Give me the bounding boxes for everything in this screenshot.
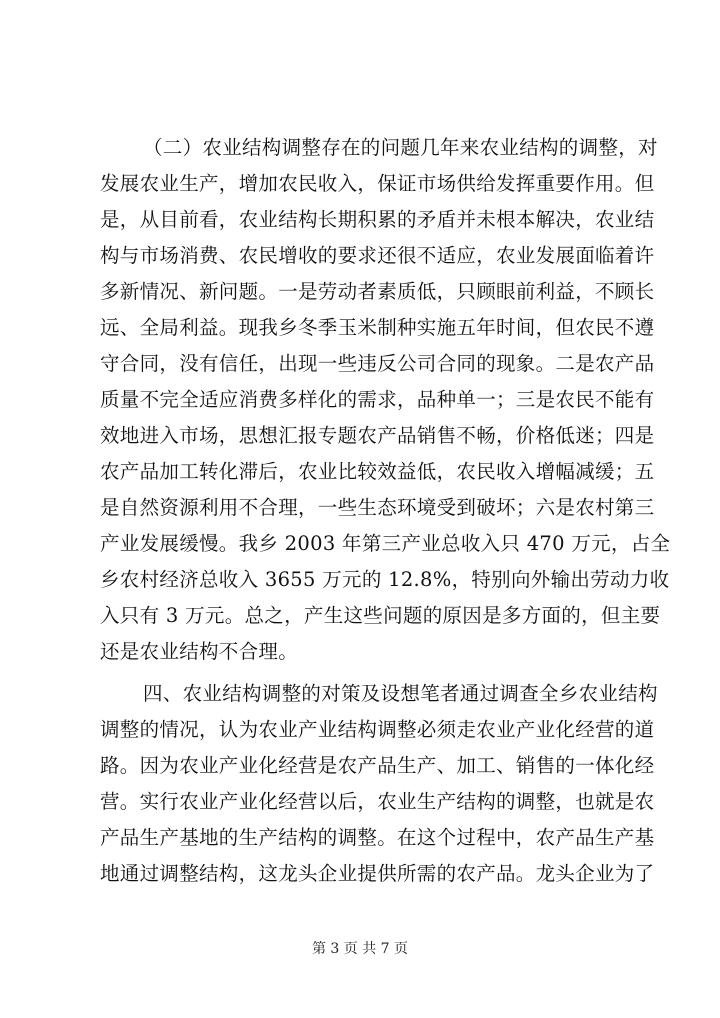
text-line: 质量不完全适应消费多样化的需求，品种单一；三是农民不能有 xyxy=(100,388,655,411)
text-line: 产品生产基地的生产结构的调整。在这个过程中，农产品生产基 xyxy=(100,826,655,849)
text-line: 效地进入市场，思想汇报专题农产品销售不畅，价格低迷；四是 xyxy=(100,424,655,447)
text-line: 乡农村经济总收入 3655 万元的 12.8%，特别向外输出劳动力收 xyxy=(100,568,670,591)
text-line: 发展农业生产，增加农民收入，保证市场供给发挥重要作用。但 xyxy=(100,172,655,195)
paragraph-structure-problems xyxy=(100,130,671,670)
text-line: 入只有 3 万元。总之，产生这些问题的原因是多方面的，但主要 xyxy=(100,604,661,627)
text-line: 调整的情况，认为农业产业结构调整必须走农业产业化经营的道 xyxy=(100,718,655,741)
text-line: 营。实行农业产业化经营以后，农业生产结构的调整，也就是农 xyxy=(100,790,655,813)
text-line: 是自然资源利用不合理，一些生态环境受到破坏；六是农村第三 xyxy=(100,496,655,519)
text-line: （二）农业结构调整存在的问题几年来农业结构的调整，对 xyxy=(143,136,658,159)
text-line: 路。因为农业产业化经营是农产品生产、加工、销售的一体化经 xyxy=(100,754,655,777)
text-line: 还是农业结构不合理。 xyxy=(100,640,299,663)
text-line: 远、全局利益。现我乡冬季玉米制种实施五年时间，但农民不遵 xyxy=(100,316,655,339)
text-line: 构与市场消费、农民增收的要求还很不适应，农业发展面临着许 xyxy=(100,244,655,267)
text-line: 守合同，没有信任，出现一些违反公司合同的现象。二是农产品 xyxy=(100,352,655,375)
text-line: 农产品加工转化滞后，农业比较效益低，农民收入增幅减缓；五 xyxy=(100,460,655,483)
text-line: 多新情况、新问题。一是劳动者素质低，只顾眼前利益，不顾长 xyxy=(100,280,655,303)
text-line: 是，从目前看，农业结构长期积累的矛盾并未根本解决，农业结 xyxy=(100,208,655,231)
text-line: 地通过调整结构，这龙头企业提供所需的农产品。龙头企业为了 xyxy=(100,862,655,885)
text-line: 产业发展缓慢。我乡 2003 年第三产业总收入只 470 万元，占全 xyxy=(100,532,671,555)
text-line: 四、农业结构调整的对策及设想笔者通过调查全乡农业结构 xyxy=(143,682,658,705)
paragraph-countermeasures xyxy=(100,676,658,892)
page-number: 第 3 页 共 7 页 xyxy=(311,941,409,957)
